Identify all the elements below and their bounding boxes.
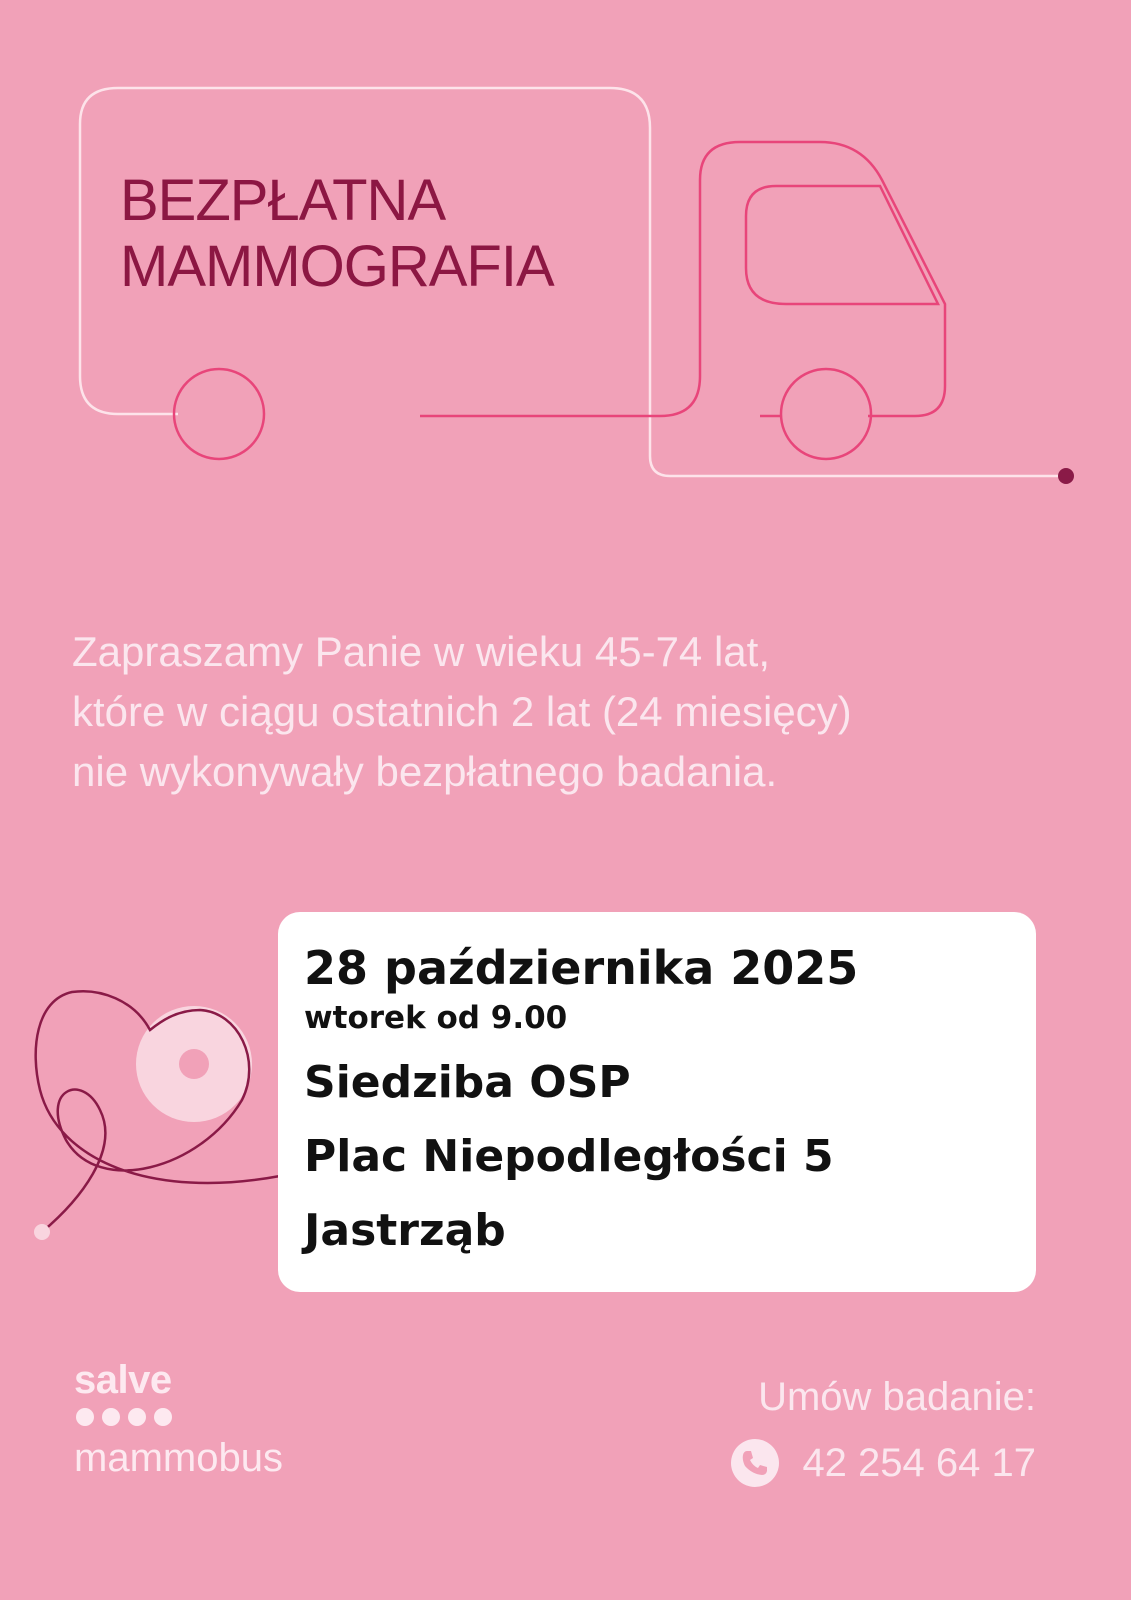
phone-number[interactable]: 42 254 64 17: [802, 1441, 1036, 1485]
logo-text-bottom: mammobus: [74, 1436, 283, 1480]
event-day-time: wtorek od 9.00: [304, 1000, 568, 1036]
event-town: Jastrząb: [304, 1205, 506, 1256]
phone-row[interactable]: [730, 1438, 1036, 1488]
event-info-card: [278, 912, 1036, 1292]
invitation-line-1: Zapraszamy Panie w wieku 45-74 lat,: [72, 628, 770, 675]
line-end-dot: [1058, 468, 1074, 484]
booking-section: [730, 1370, 1036, 1488]
logo-text-top: salve: [74, 1358, 172, 1402]
invitation-line-3: nie wykonywały bezpłatnego badania.: [72, 748, 778, 795]
phone-icon: [730, 1438, 780, 1488]
heart-outline-icon: [0, 0, 300, 1260]
headline-line-2: MAMMOGRAFIA: [120, 234, 554, 299]
event-venue: Siedziba OSP: [304, 1057, 631, 1108]
salve-mammobus-logo: [74, 1358, 283, 1480]
headline-line-1: BEZPŁATNA: [120, 168, 446, 233]
truck-window-outline: [746, 186, 938, 304]
heart-line-end-dot: [34, 1224, 50, 1240]
booking-label: Umów badanie:: [758, 1375, 1036, 1419]
event-date: 28 października 2025: [304, 941, 859, 995]
invitation-line-2: które w ciągu ostatnich 2 lat (24 miesięcy): [72, 688, 852, 735]
logo-dots: [76, 1408, 283, 1426]
front-wheel: [781, 369, 871, 459]
event-street: Plac Niepodległości 5: [304, 1131, 834, 1182]
heart-center-dot: [179, 1049, 209, 1079]
